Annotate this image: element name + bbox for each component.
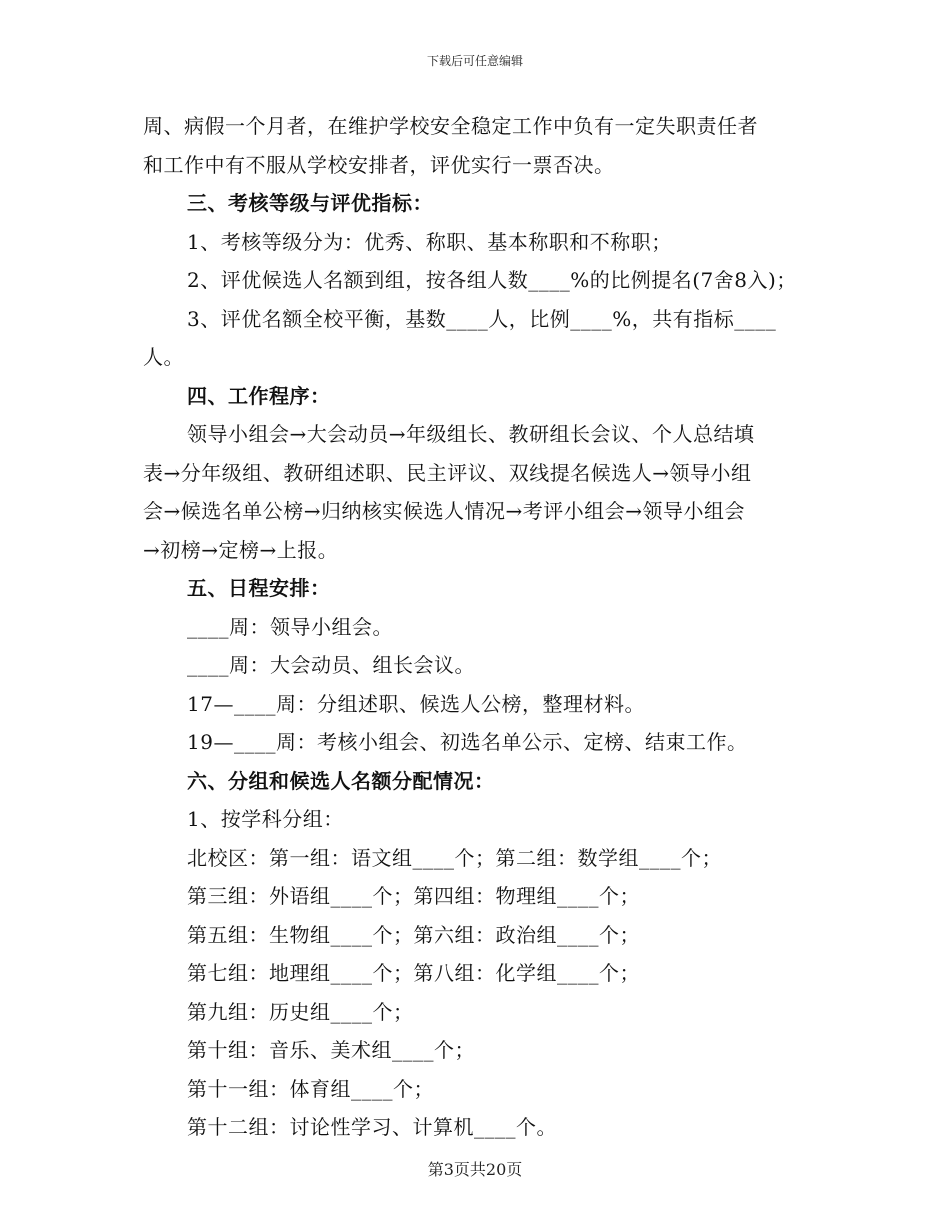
text-line: 1、考核等级分为：优秀、称职、基本称职和不称职；: [187, 229, 672, 254]
text-line: 北校区：第一组：语文组____个；第二组：数学组____个；: [187, 845, 722, 870]
text-line: 第十二组：讨论性学习、计算机____个。: [187, 1115, 557, 1139]
text-line: ____周：领导小组会。: [187, 614, 393, 639]
text-line: 会→候选名单公榜→归纳核实候选人情况→考评小组会→领导小组会: [143, 499, 746, 523]
text-line: 第九组：历史组____个；: [187, 999, 414, 1024]
text-line: 3、评优名额全校平衡，基数____人，比例____%，共有指标____: [187, 306, 777, 331]
text-line: 第三组：外语组____个；第四组：物理组____个；: [187, 884, 640, 908]
text-line: 19—____周：考核小组会、初选名单公示、定榜、结束工作。: [187, 730, 748, 754]
text-line: ____周：大会动员、组长会议。: [187, 653, 475, 677]
text-line: →初榜→定榜→上报。: [143, 537, 339, 562]
section-heading: 三、考核等级与评优指标：: [187, 191, 433, 215]
text-line: 第十一组：体育组____个；: [187, 1076, 434, 1101]
document-body: [143, 107, 823, 1147]
section-heading: 六、分组和候选人名额分配情况：: [187, 768, 495, 793]
text-line: 第十组：音乐、美术组____个；: [187, 1038, 475, 1062]
text-line: 17—____周：分组述职、候选人公榜，整理材料。: [187, 691, 645, 716]
text-line: 2、评优候选人名额到组，按各组人数____%的比例提名(7舍8入)；: [187, 268, 797, 292]
text-line: 1、按学科分组：: [187, 807, 344, 831]
text-line: 第七组：地理组____个；第八组：化学组____个；: [187, 961, 640, 985]
text-line: 和工作中有不服从学校安排者，评优实行一票否决。: [143, 152, 615, 177]
page-header: 下载后可任意编辑: [426, 54, 523, 68]
page-footer: 第3页共20页: [427, 1160, 523, 1179]
section-heading: 五、日程安排：: [187, 576, 331, 600]
text-line: 人。: [143, 345, 184, 369]
text-line: 领导小组会→大会动员→年级组长、教研组长会议、个人总结填: [187, 422, 755, 446]
text-line: 第五组：生物组____个；第六组：政治组____个；: [187, 922, 640, 947]
text-line: 表→分年级组、教研组述职、民主评议、双线提名候选人→领导小组: [143, 460, 752, 485]
section-heading: 四、工作程序：: [187, 383, 331, 408]
text-line: 周、病假一个月者，在维护学校安全稳定工作中负有一定失职责任者: [143, 114, 758, 138]
